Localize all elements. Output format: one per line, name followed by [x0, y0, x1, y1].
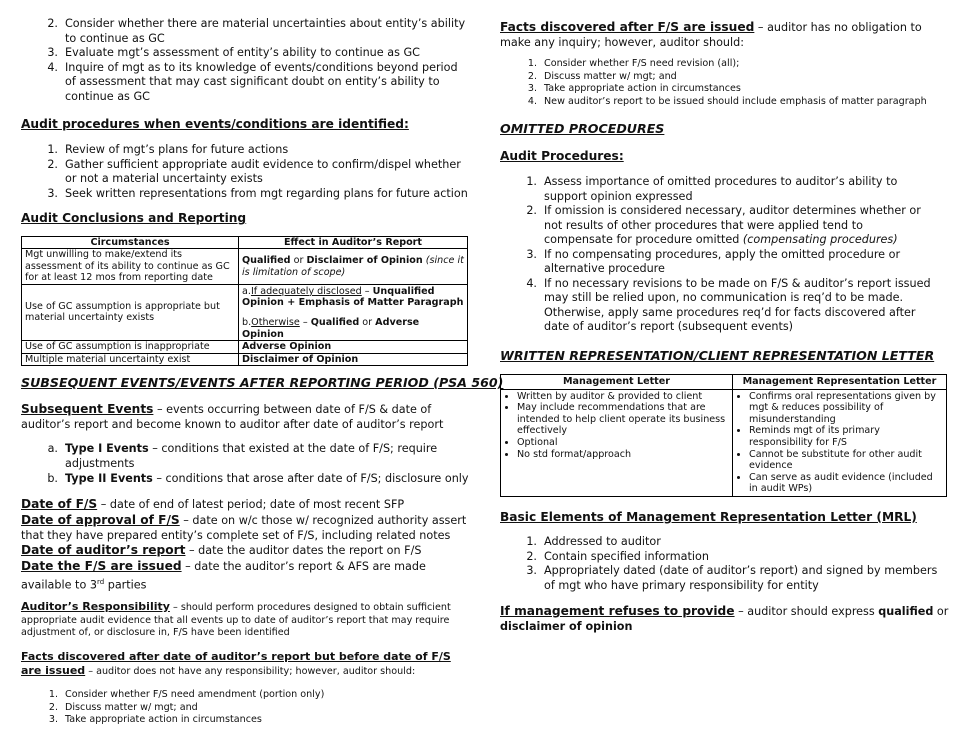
table-cell [501, 389, 733, 496]
list-item: 1. Consider whether F/S need revision (all); [527, 58, 740, 69]
definition-date-approval: Date of approval of F/S – date on w/c those w/ recognized authority assert that they have prepared entity’s complete set of F/S, including related notes [21, 513, 467, 542]
gc-reporting-table [21, 236, 468, 366]
list-item: • Confirms oral representations given by mgt & reduces possibility of misunderstanding [749, 391, 942, 426]
table-cell: Use of GC assumption is appropriate but material uncertainty exists [22, 284, 239, 341]
list-item: 2. Consider whether there are material uncertainties about entity’s ability to continue as GC [47, 17, 466, 45]
list-item: b. Type II Events – conditions that arose after date of F/S; disclosure only [47, 472, 469, 485]
facts-after-issue-paragraph: Facts discovered after F/S are issued – auditor has no obligation to make any inquiry; however, auditor should: [500, 20, 922, 49]
table-cell [733, 389, 947, 496]
list-item: • No std format/approach [517, 449, 728, 461]
table-row [501, 389, 947, 496]
table-cell: Use of GC assumption is inappropriate [22, 341, 239, 353]
subsequent-events-paragraph: Subsequent Events – events occurring between date of F/S & date of auditor’s report and become known to auditor after date of auditor’s report [21, 402, 444, 431]
table-header: Effect in Auditor’s Report [239, 237, 468, 249]
facts-after-issue-list [500, 58, 950, 108]
omitted-audit-procedures-heading: Audit Procedures: [500, 149, 624, 163]
audit-procedures-list [21, 143, 474, 201]
list-item: 2. Discuss matter w/ mgt; and [527, 70, 677, 82]
mrl-elements-list [500, 535, 950, 593]
management-letter-table [500, 374, 947, 497]
list-item: 1. Review of mgt’s plans for future actions [47, 143, 289, 156]
definition-date-issued: Date the F/S are issued – date the auditor’s report & AFS are made available to 3rd parties [21, 559, 426, 592]
list-item: 2. Contain specified information [526, 549, 709, 563]
management-refuses-paragraph: If management refuses to provide – auditor should express qualified or disclaimer of opinion [500, 604, 949, 633]
facts-before-issue-paragraph: Facts discovered after date of auditor’s report but before date of F/S are issued – auditor does not have any responsibility; however, auditor should: [21, 650, 451, 677]
list-item: • Optional [517, 437, 728, 449]
table-cell: Disclaimer of Opinion [239, 353, 468, 365]
mrl-heading: Basic Elements of Management Representation Letter (MRL) [500, 510, 917, 524]
subsequent-events-heading: SUBSEQUENT EVENTS/EVENTS AFTER REPORTING PERIOD (PSA 560) [21, 375, 504, 390]
table-cell: Multiple material uncertainty exist [22, 353, 239, 365]
list-item: • May include recommendations that are intended to help client operate its business effectively [517, 402, 728, 437]
omitted-procedures-heading: OMITTED PROCEDURES [500, 121, 665, 136]
table-header: Management Representation Letter [733, 375, 947, 390]
table-row [22, 249, 468, 284]
table-row [22, 341, 468, 353]
list-item: • Can serve as audit evidence (included in audit WPs) [749, 472, 942, 495]
table-cell: Mgt unwilling to make/extend its assessment of its ability to continue as GC for at least 12 mos from reporting date [22, 249, 239, 284]
list-item: 3. Appropriately dated (date of auditor’s report) and signed by members of mgt who have primary responsibility for entity [526, 564, 938, 592]
list-item: 3. Evaluate mgt’s assessment of entity’s ability to continue as GC [47, 46, 420, 59]
list-item: • Cannot be substitute for other audit evidence [749, 449, 942, 472]
list-item: 4. New auditor’s report to be issued should include emphasis of matter paragraph [527, 95, 927, 107]
list-item: a. Type I Events – conditions that existed at the date of F/S; require adjustments [47, 442, 438, 470]
list-item: 3. Take appropriate action in circumstances [48, 714, 262, 726]
list-item: 1. Consider whether F/S need amendment (portion only) [48, 689, 325, 700]
written-representation-heading: WRITTEN REPRESENTATION/CLIENT REPRESENTATION LETTER [500, 348, 935, 363]
table-header: Circumstances [22, 237, 239, 249]
list-item: • Reminds mgt of its primary responsibility for F/S [749, 425, 942, 448]
table-cell: a.If adequately disclosed – Unqualified Opinion + Emphasis of Matter Paragraph b.Otherwise – Qualified or Adverse Opinion [239, 284, 468, 341]
table-row [22, 284, 468, 341]
table-header: Management Letter [501, 375, 733, 390]
definition-date-fs: Date of F/S – date of end of latest period; date of most recent SFP [21, 497, 405, 511]
list-item: 4. If no necessary revisions to be made on F/S & auditor’s report issued may still be relied upon, no communication is req’d to be made. Otherwise, apply same procedures req’d for facts discovered after date of auditor’s report (subsequent events) [526, 276, 931, 333]
auditor-responsibility-paragraph: Auditor’s Responsibility – should perform procedures designed to obtain sufficient appropriate audit evidence that all events up to date of auditor’s report that may require adjustment of, or disclosure in, F/S have been identified [21, 600, 451, 639]
definition-date-report: Date of auditor’s report – date the auditor dates the report on F/S [21, 543, 422, 557]
table-cell: Adverse Opinion [239, 341, 468, 353]
table-row [22, 353, 468, 365]
omitted-procedures-list [500, 175, 950, 335]
list-item: 2. If omission is considered necessary, auditor determines whether or not results of other procedures that were applied tend to compensate for procedure omitted (compensating procedures) [526, 204, 921, 246]
list-item: 3. Take appropriate action in circumstances [527, 83, 741, 95]
table-header-row [501, 375, 947, 390]
event-types-list [21, 442, 474, 487]
audit-procedures-heading: Audit procedures when events/conditions are identified: [21, 117, 409, 131]
table-cell: Qualified or Disclaimer of Opinion (since it is limitation of scope) [239, 249, 468, 284]
list-item: 2. Discuss matter w/ mgt; and [48, 701, 198, 713]
list-item: 2. Gather sufficient appropriate audit evidence to confirm/dispel whether or not a material uncertainty exists [47, 157, 461, 185]
list-item: 1. Addressed to auditor [526, 535, 661, 548]
table-header-row [22, 237, 468, 249]
gc-procedure-list [21, 17, 474, 104]
list-item: • Written by auditor & provided to client [517, 391, 728, 403]
list-item: 3. Seek written representations from mgt regarding plans for future action [47, 186, 468, 200]
list-item: 3. If no compensating procedures, apply the omitted procedure or alternative procedure [526, 247, 901, 275]
list-item: 4. Inquire of mgt as to its knowledge of events/conditions beyond period of assessment that may cast significant doubt on entity’s ability to continue as GC [47, 60, 458, 103]
list-item: 1. Assess importance of omitted procedures to auditor’s ability to support opinion expressed [526, 175, 898, 203]
facts-before-issue-list [21, 689, 474, 727]
conclusions-heading: Audit Conclusions and Reporting [21, 211, 247, 225]
